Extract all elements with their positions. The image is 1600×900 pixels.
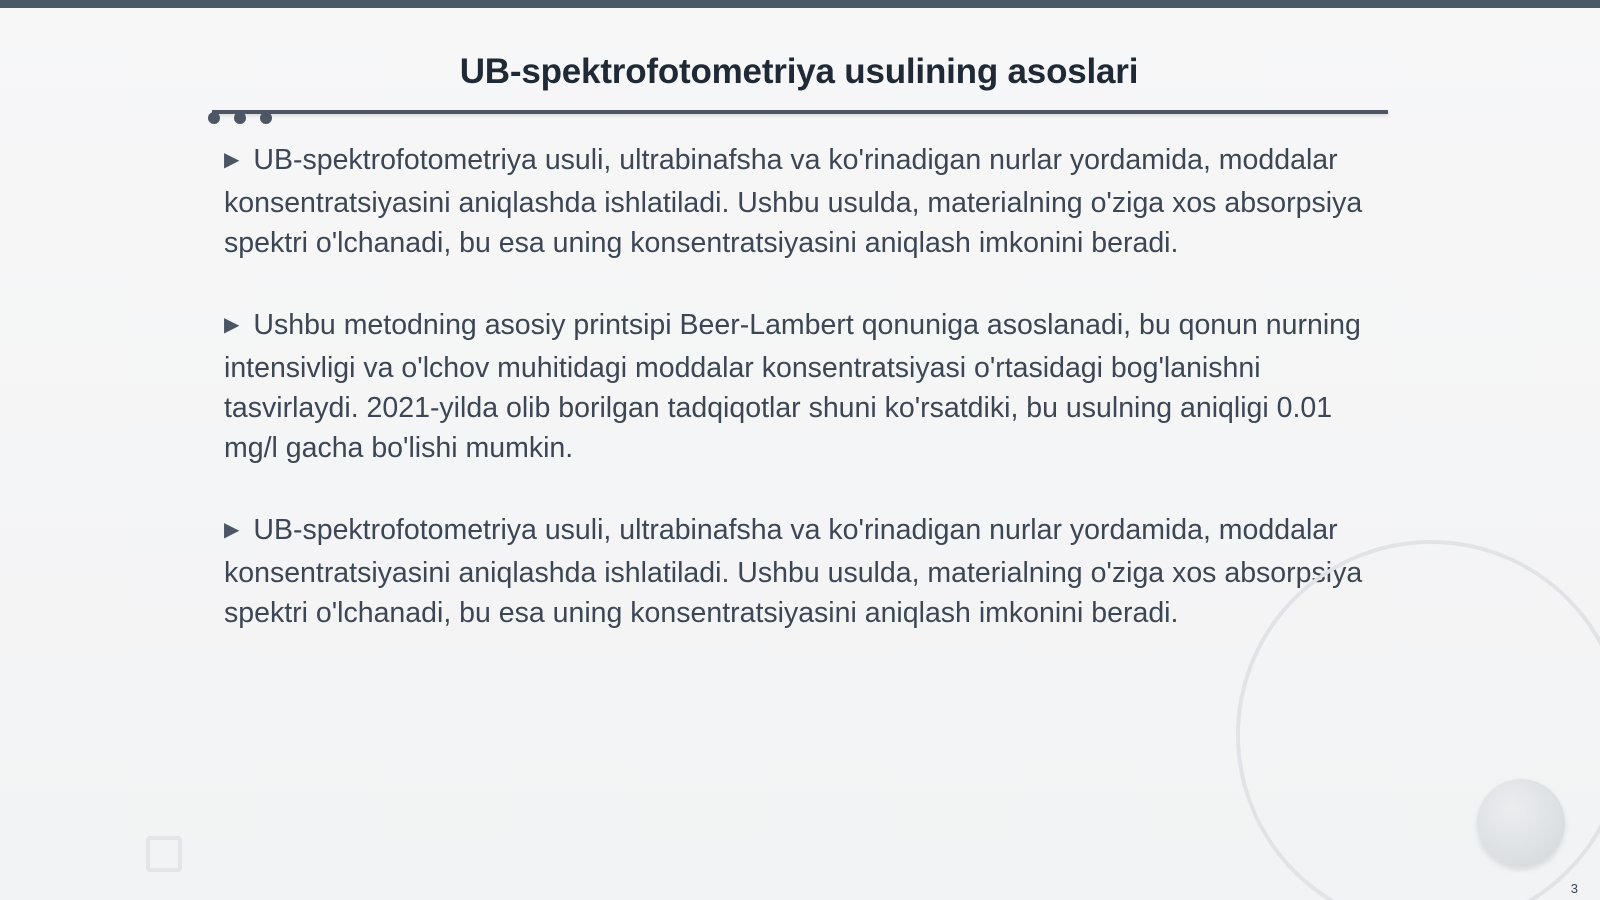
title-dot-1 [208, 112, 220, 124]
decorative-ball [1477, 779, 1565, 867]
paragraph-text: UB-spektrofotometriya usuli, ultrabinafsha va ko'rinadigan nurlar yordamida, moddalar konsentratsiyasini aniqlashda ishlatiladi. Ushbu usulda, materialning o'ziga xos absorpsiya spektri o'lchanadi, bu esa uning konsentratsiyasini aniqlash imkonini beradi. [224, 144, 1363, 259]
bullet-paragraph-1 [224, 140, 1384, 263]
title-dot-2 [234, 112, 246, 124]
slide-body [224, 140, 1384, 675]
paragraph-text: Ushbu metodning asosiy printsipi Beer-Lambert qonuniga asoslanadi, bu qonun nurning intensivligi va o'lchov muhitidagi moddalar konsentratsiyasi o'rtasidagi bog'lanishni tasvirlaydi. 2021-yilda olib borilgan tadqiqotlar shuni ko'rsatdiki, bu usulning aniqligi 0.01 mg/l gacha bo'lishi mumkin. [224, 309, 1361, 464]
paragraph-text: UB-spektrofotometriya usuli, ultrabinafsha va ko'rinadigan nurlar yordamida, moddalar konsentratsiyasini aniqlashda ishlatiladi. Ushbu usulda, materialning o'ziga xos absorpsiya spektri o'lchanadi, bu esa uning konsentratsiyasini aniqlash imkonini beradi. [224, 514, 1363, 629]
bullet-paragraph-3 [224, 510, 1384, 633]
title-dot-3 [260, 112, 272, 124]
decorative-square [146, 836, 182, 872]
top-accent-bar [0, 0, 1600, 8]
bullet-arrow-icon: ▶ [224, 149, 240, 171]
bullet-paragraph-2 [224, 305, 1384, 468]
page-number: 3 [1570, 881, 1578, 896]
slide-title: UB-spektrofotometriya usulining asoslari [459, 52, 1139, 91]
bullet-arrow-icon: ▶ [224, 519, 240, 541]
bullet-arrow-icon: ▶ [224, 314, 240, 336]
title-underline [212, 110, 1388, 114]
